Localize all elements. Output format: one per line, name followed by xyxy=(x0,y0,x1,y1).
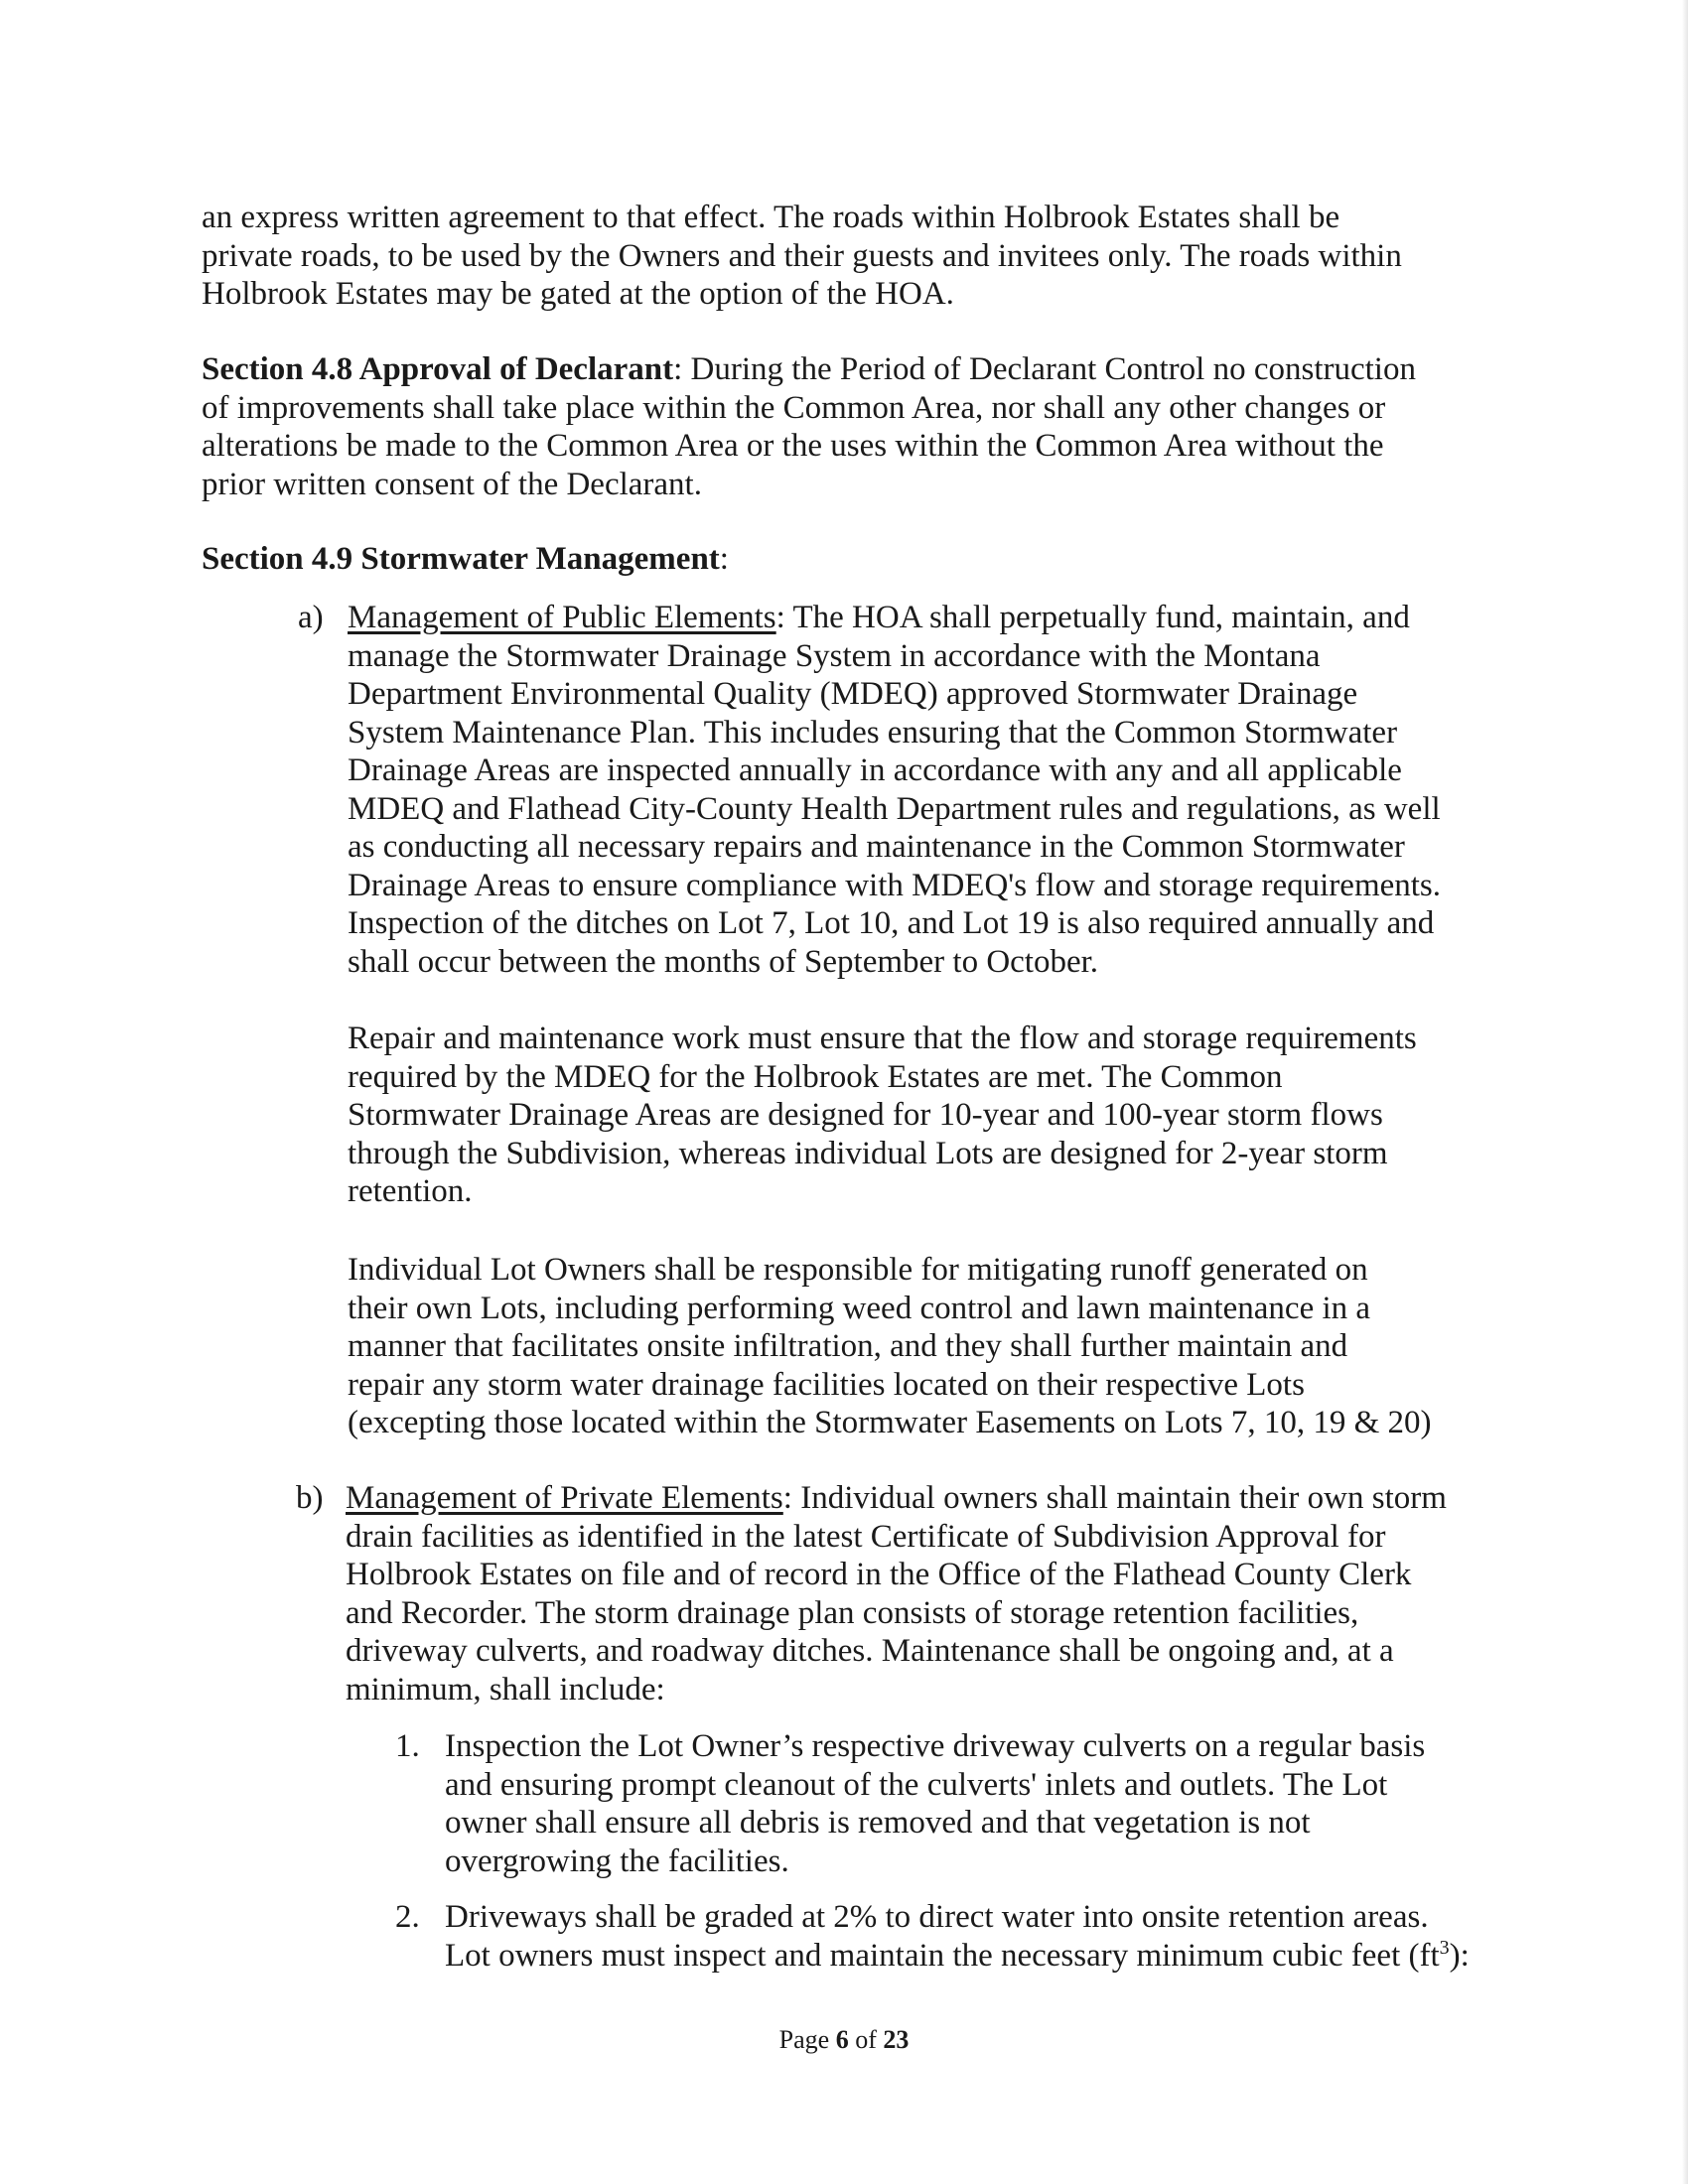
numbered-item-1-line: overgrowing the facilities. xyxy=(445,1843,789,1879)
item-a-line: manage the Stormwater Drainage System in accordance with the Montana xyxy=(348,637,1321,674)
item-a-p3-line: repair any storm water drainage facilities located on their respective Lots xyxy=(348,1366,1305,1403)
item-a-p2-line: Repair and maintenance work must ensure that the flow and storage requirements xyxy=(348,1021,1417,1056)
item-a-p2-line: retention. xyxy=(348,1173,473,1209)
section-4-9-heading-suffix: : xyxy=(719,541,729,577)
footer-middle: of xyxy=(848,2025,884,2054)
item-a-line: Drainage Areas to ensure compliance with MDEQ's flow and storage requirements. xyxy=(348,867,1442,903)
item-a-line: shall occur between the months of September to October. xyxy=(348,943,1099,980)
section-4-8-paragraph xyxy=(202,350,1416,503)
numbered-item-1-line: owner shall ensure all debris is removed and that vegetation is not xyxy=(445,1805,1311,1841)
item-a-line: as conducting all necessary repairs and maintenance in the Common Stormwater xyxy=(348,829,1405,865)
intro-line: private roads, to be used by the Owners and their guests and invitees only. The roads within xyxy=(202,237,1402,274)
numbered-item-2-last-line: Lot owners must inspect and maintain the necessary minimum cubic feet $(ft^3)$: xyxy=(445,1936,1470,1974)
numbered-item-1-marker: 1. xyxy=(395,1728,420,1764)
item-a-p2-line: through the Subdivision, whereas individual Lots are designed for 2-year storm xyxy=(348,1135,1388,1171)
item-b-line: drain facilities as identified in the latest Certificate of Subdivision Approval for xyxy=(346,1518,1386,1555)
item-a-paragraph-1 xyxy=(348,599,1441,981)
item-a-p3-line: Individual Lot Owners shall be responsible for mitigating runoff generated on xyxy=(348,1252,1368,1288)
intro-line: Holbrook Estates may be gated at the option of the HOA. xyxy=(202,276,954,312)
item-b-line: minimum, shall include: xyxy=(346,1671,665,1707)
numbered-item-1 xyxy=(445,1727,1425,1880)
footer-page-number: 6 xyxy=(835,2025,849,2054)
item-a-p3-line: (excepting those located within the Stormwater Easements on Lots 7, 10, 19 & 20) xyxy=(348,1405,1432,1440)
item-a-first-line: Management of Public Elements: The HOA shall perpetually fund, maintain, and xyxy=(348,600,1410,635)
item-a-line: Department Environmental Quality (MDEQ) approved Stormwater Drainage xyxy=(348,676,1358,712)
item-b-first-line: Management of Private Elements: Individual owners shall maintain their own storm xyxy=(346,1480,1447,1516)
item-a-p2-line: Stormwater Drainage Areas are designed for 10-year and 100-year storm flows xyxy=(348,1097,1383,1133)
footer-prefix: Page xyxy=(778,2025,836,2054)
numbered-item-2-line: Driveways shall be graded at 2% to direct water into onsite retention areas. xyxy=(445,1899,1429,1935)
item-a-paragraph-2 xyxy=(348,1020,1417,1211)
section-4-8-first-line xyxy=(202,350,1416,389)
item-a-p3-line: manner that facilitates onsite infiltration, and they shall further maintain and xyxy=(348,1328,1348,1364)
numbered-item-2 xyxy=(445,1898,1470,1975)
section-4-8-heading: Section 4.8 Approval of Declarant xyxy=(202,351,674,387)
numbered-item-1-line: and ensuring prompt cleanout of the culverts' inlets and outlets. The Lot xyxy=(445,1766,1388,1803)
page-edge-shadow xyxy=(1682,0,1688,2184)
page-footer xyxy=(0,2025,1688,2055)
item-a-p2-line: required by the MDEQ for the Holbrook Estates are met. The Common xyxy=(348,1058,1283,1095)
intro-line: an express written agreement to that effect. The roads within Holbrook Estates shall be xyxy=(202,200,1340,235)
item-b-marker: b) xyxy=(296,1480,324,1516)
item-a-line: Inspection of the ditches on Lot 7, Lot 10, and Lot 19 is also required annually and xyxy=(348,905,1435,941)
intro-paragraph xyxy=(202,199,1402,314)
cubic-superscript: 3 xyxy=(1439,1936,1450,1959)
item-a-line: System Maintenance Plan. This includes ensuring that the Common Stormwater xyxy=(348,714,1398,751)
item-b-title: Management of Private Elements xyxy=(346,1480,783,1516)
item-a-p3-line: their own Lots, including performing weed control and lawn maintenance in a xyxy=(348,1290,1371,1326)
item-b-line: driveway culverts, and roadway ditches. Maintenance shall be ongoing and, at a xyxy=(346,1633,1394,1669)
section-4-9-heading: Section 4.9 Stormwater Management xyxy=(202,541,720,577)
footer-total-pages: 23 xyxy=(883,2025,910,2054)
section-4-8-text: : During the Period of Declarant Control no construction xyxy=(673,351,1416,387)
section-4-8-line: alterations be made to the Common Area or the uses within the Common Area without the xyxy=(202,428,1384,464)
section-4-8-line: prior written consent of the Declarant. xyxy=(202,466,702,502)
item-a-title: Management of Public Elements xyxy=(348,600,776,635)
item-b-line: and Recorder. The storm drainage plan consists of storage retention facilities, xyxy=(346,1594,1359,1631)
item-a-marker: a) xyxy=(298,600,324,635)
item-a-line: MDEQ and Flathead City-County Health Department rules and regulations, as well xyxy=(348,790,1441,827)
numbered-item-1-line: Inspection the Lot Owner’s respective driveway culverts on a regular basis xyxy=(445,1728,1426,1764)
section-4-8-line: of improvements shall take place within the Common Area, nor shall any other changes or xyxy=(202,389,1386,426)
item-b-line: Holbrook Estates on file and of record in the Office of the Flathead County Clerk xyxy=(346,1557,1412,1592)
section-4-9-heading-line xyxy=(202,540,729,579)
numbered-item-2-marker: 2. xyxy=(395,1899,420,1935)
item-a-paragraph-3 xyxy=(348,1251,1432,1442)
item-a-line: Drainage Areas are inspected annually in accordance with any and all applicable xyxy=(348,752,1402,788)
item-b-paragraph xyxy=(346,1479,1447,1708)
